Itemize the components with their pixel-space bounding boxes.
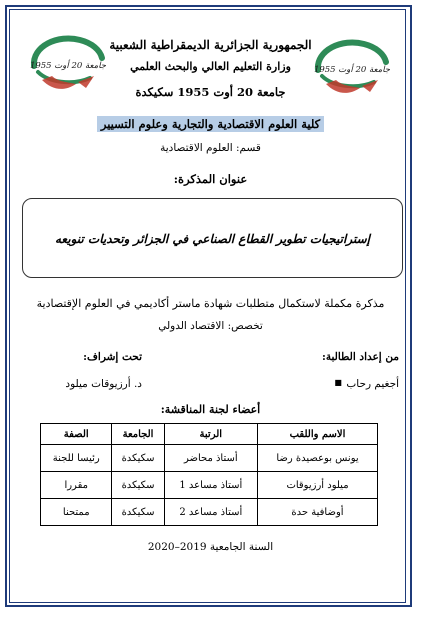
member-rank: أستاذ مساعد 2 (164, 499, 257, 526)
member-university: سكيكدة (112, 499, 164, 526)
member-role: رئيسا للجنة (41, 445, 112, 472)
column-header-name: الاسم واللقب (258, 424, 378, 445)
column-header-role: الصفة (41, 424, 112, 445)
faculty-title: كلية العلوم الاقتصادية والتجارية وعلوم التسيير (97, 116, 324, 132)
table-row (41, 472, 378, 499)
logo-left-text: جامعة 20 أوت 1955 (29, 61, 106, 71)
table-header-row (41, 424, 378, 445)
university-title: جامعة 20 أوت 1955 سكيكدة (135, 85, 286, 99)
ministry-title: وزارة التعليم العالي والبحث العلمي (130, 60, 291, 73)
thesis-title-box (22, 198, 403, 278)
member-university: سكيكدة (112, 472, 164, 499)
column-header-rank: الرتبة (164, 424, 257, 445)
supervisor-name: د. أرزيوقات ميلود (65, 378, 142, 390)
member-role: مقررا (41, 472, 112, 499)
bullet-square-icon: ■ (334, 378, 342, 387)
committee-table (40, 423, 378, 526)
member-rank: أستاذ مساعد 1 (164, 472, 257, 499)
table-row (41, 499, 378, 526)
student-name: أجغيم رحاب (346, 378, 399, 390)
prepared-by-label: من إعداد الطالبة: (321, 351, 399, 363)
member-name: يونس بوعصيدة رضا (258, 445, 378, 472)
memo-heading: عنوان المذكرة: (173, 172, 248, 186)
member-name: ميلود أرزيوقات (258, 472, 378, 499)
column-header-university: الجامعة (112, 424, 164, 445)
member-role: ممتحنا (41, 499, 112, 526)
table-row (41, 445, 378, 472)
supervised-by-label: تحت إشراف: (83, 351, 142, 363)
member-name: أوضافية حدة (258, 499, 378, 526)
department-label: قسم: العلوم الاقتصادية (160, 142, 261, 154)
committee-heading: أعضاء لجنة المناقشة: (160, 403, 261, 416)
student-name-row (334, 378, 399, 390)
republic-title: الجمهورية الجزائرية الديمقراطية الشعبية (109, 38, 312, 52)
faculty-banner (0, 113, 421, 132)
specialization-label: تخصص: الاقتصاد الدولي (158, 320, 263, 332)
memo-description: مذكرة مكملة لاستكمال متطلبات شهادة ماستر أكاديمي في العلوم الإقتصادية (36, 297, 385, 310)
member-rank: أستاذ محاضر (164, 445, 257, 472)
academic-year: السنة الجامعية 2019–2020 (147, 541, 274, 553)
member-university: سكيكدة (112, 445, 164, 472)
thesis-title: إستراتيجيات تطوير القطاع الصناعي في الجزائر وتحديات تنويعه (55, 232, 370, 246)
logo-right-text: جامعة 20 أوت 1955 (313, 65, 390, 75)
